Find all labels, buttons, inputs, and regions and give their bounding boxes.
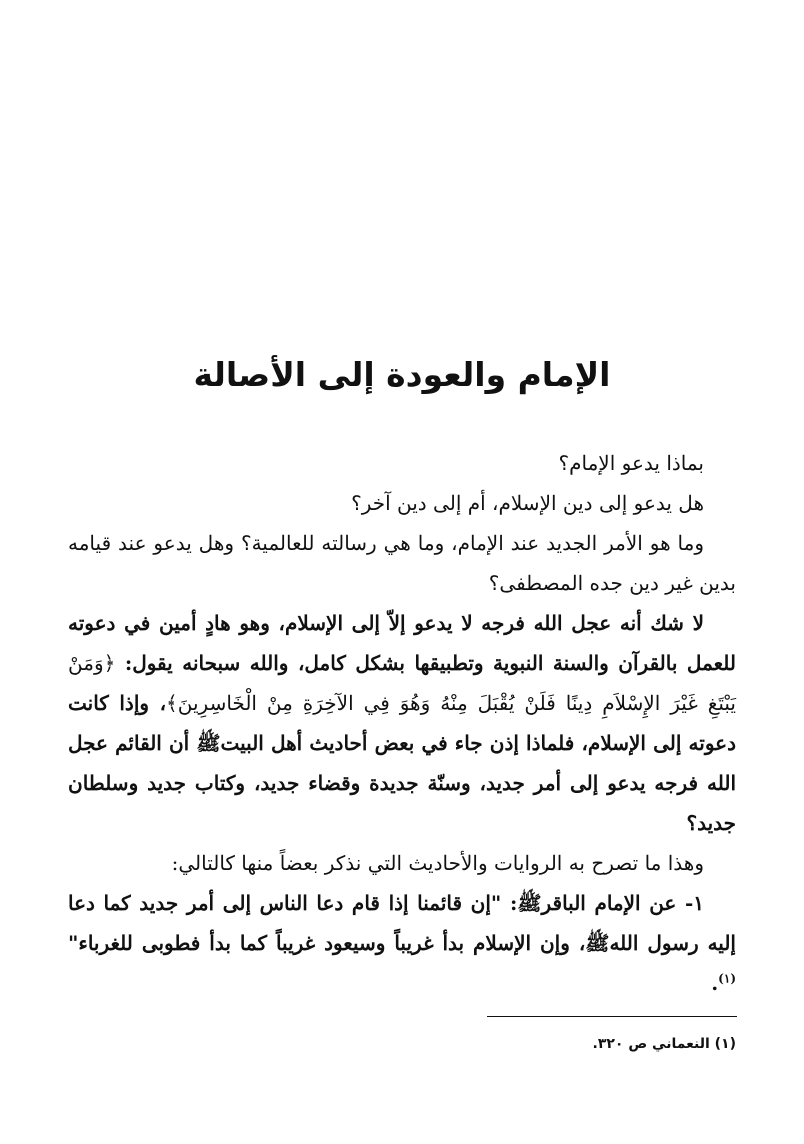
footnote-divider (487, 1016, 737, 1017)
body-text (68, 443, 736, 1003)
narration-text: ١- عن الإمام الباقرﷺ: "إن قائمنا إذا قام دعا الناس إلى أمر جديد كما دعا إليه رسول اللهﷺ، وإن الإسلام بدأ غريباً وسيعود غريباً كما بدأ فطوبى للغرباء" (68, 891, 736, 955)
quran-verse: ﴿وَمَنْ يَبْتَغِ غَيْرَ الإِسْلاَمِ دِينًا فَلَنْ يُقْبَلَ مِنْهُ وَهُوَ فِي الآخِرَةِ مِنْ الْخَاسِرِينَ﴾ (68, 651, 736, 715)
answer-text-before-verse: لا شك أنه عجل الله فرجه لا يدعو إلاّ إلى الإسلام، وهو هادٍ أمين في دعوته للعمل بالقرآن والسنة النبوية وتطبيقها بشكل كامل، والله سبحانه يقول: (68, 611, 736, 675)
chapter-title: الإمام والعودة إلى الأصالة (193, 355, 611, 394)
narration-paragraph (68, 883, 736, 1003)
question-paragraph-3: وما هو الأمر الجديد عند الإمام، وما هي رسالته للعالمية؟ وهل يدعو عند قيامه بدين غير دين جده المصطفى؟ (68, 531, 736, 595)
question-paragraph-1: بماذا يدعو الإمام؟ (558, 451, 704, 475)
footnote: (١) النعماني ص ٣٢٠. (592, 1036, 736, 1052)
footnote-reference[interactable]: (١) (718, 971, 736, 986)
question-paragraph-2: هل يدعو إلى دين الإسلام، أم إلى دين آخر؟ (351, 491, 704, 515)
narration-end: . (711, 971, 719, 995)
answer-text-after-verse: ، وإذا كانت دعوته إلى الإسلام، فلماذا إذن جاء في بعض أحاديث أهل البيتﷺ أن القائم عجل الله فرجه يدعو إلى أمر جديد، وسنّة جديدة وقضاء جديد، وكتاب جديد وسلطان جديد؟ (68, 691, 736, 835)
answer-paragraph (68, 603, 736, 843)
intro-paragraph: وهذا ما تصرح به الروايات والأحاديث التي نذكر بعضاً منها كالتالي: (171, 851, 704, 875)
